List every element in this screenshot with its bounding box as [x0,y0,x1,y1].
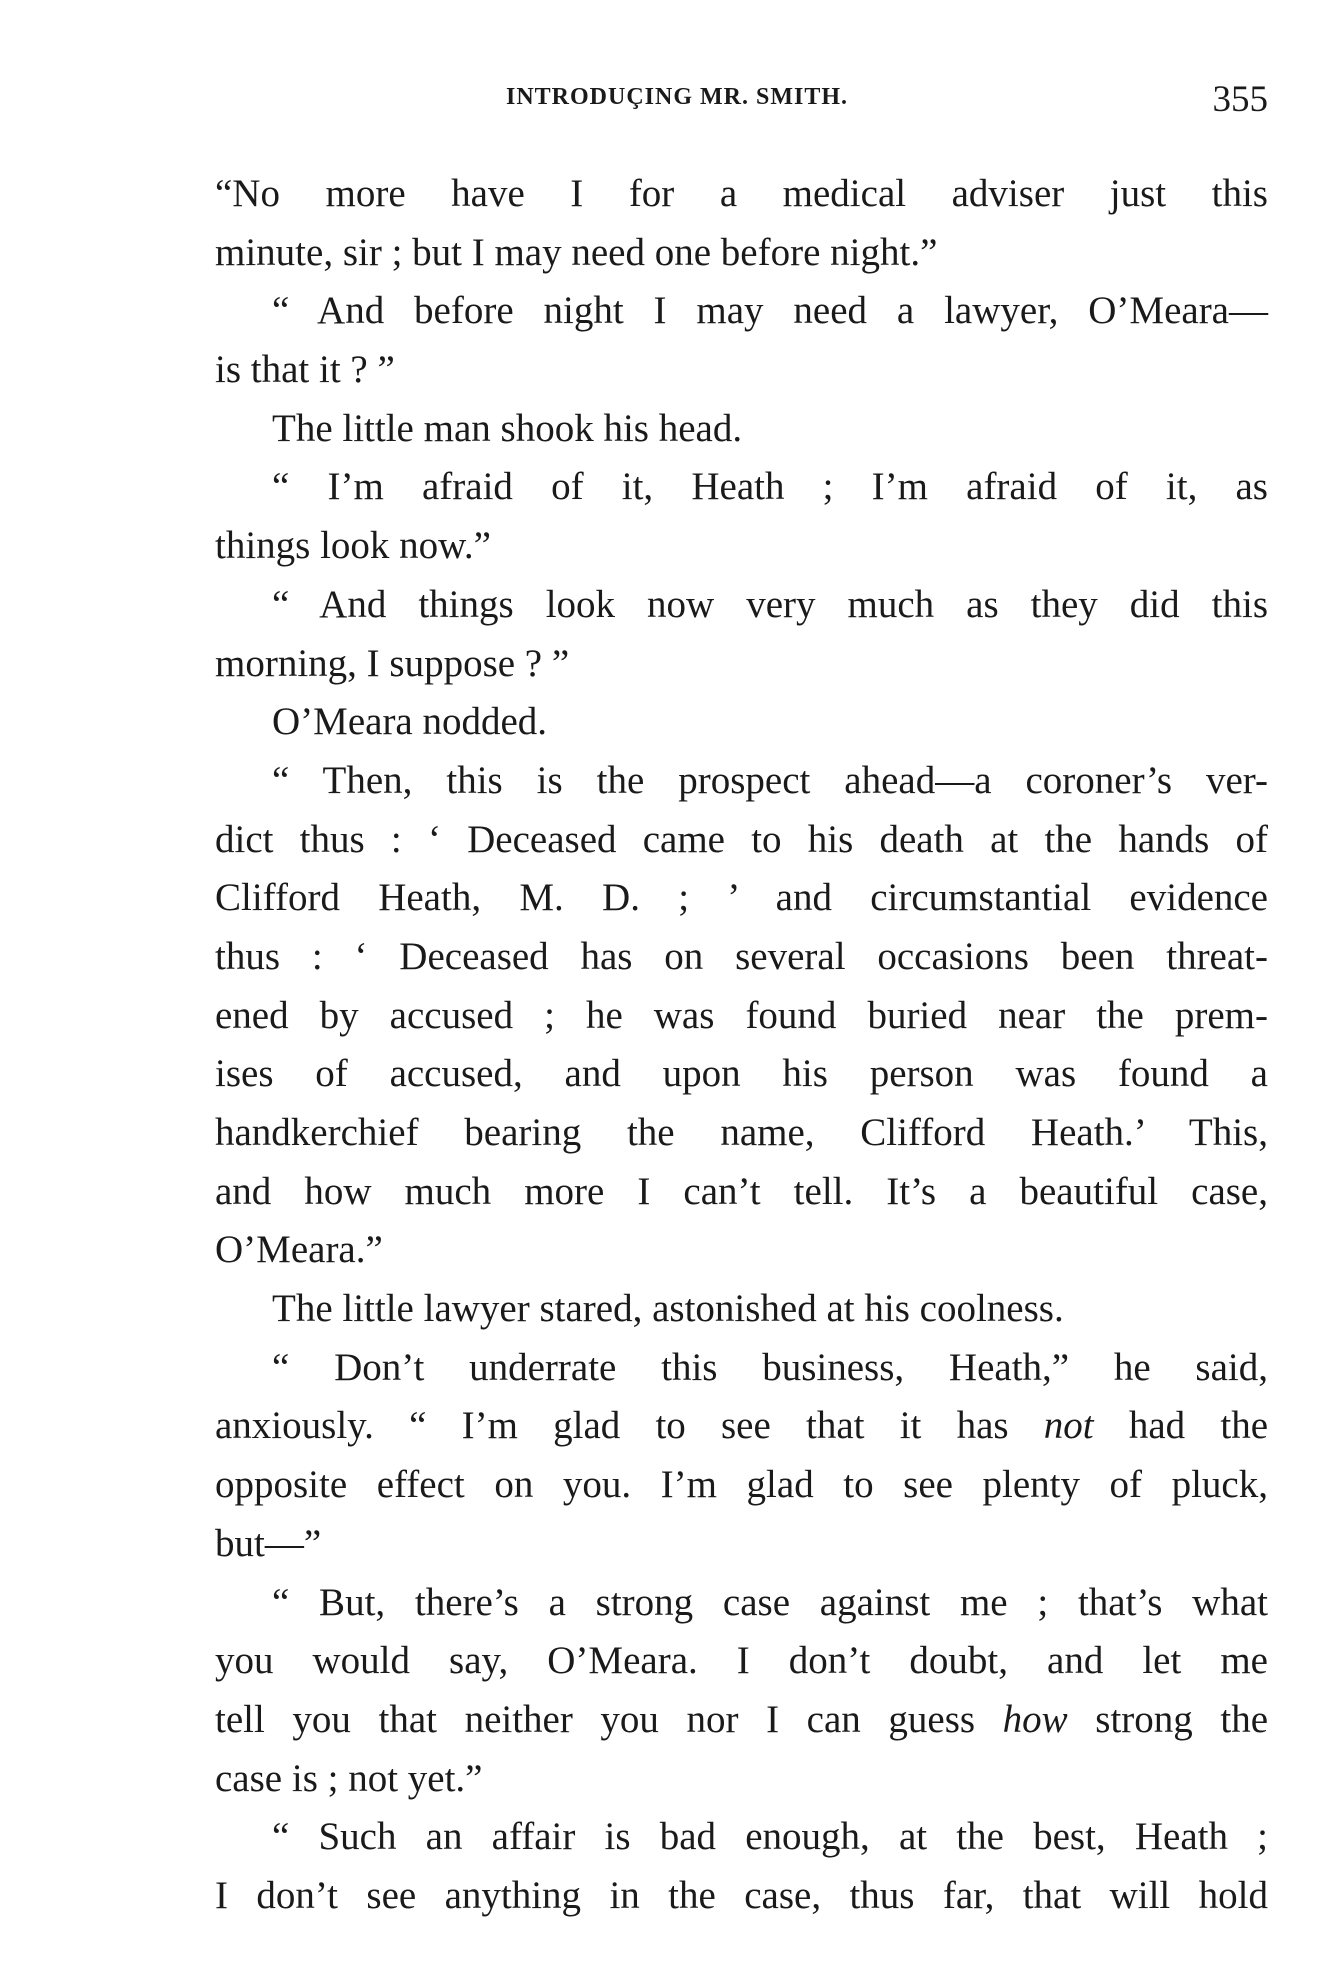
text-line-with-emphasis [215,1691,1268,1750]
text-line: is that it ? ” [215,348,395,392]
text-line: “ Don’t underrate this business, Heath,” he said, [272,1345,1268,1389]
text-line: “ And things look now very much as they did this [272,582,1268,626]
text-line: case is ; not yet.” [215,1756,483,1800]
text-line: morning, I suppose ? ” [215,641,570,685]
text-line: dict thus : ‘ Deceased came to his death at the hands of [215,817,1268,861]
text-line: The little lawyer stared, astonished at his coolness. [272,1287,1064,1331]
text-line: I don’t see anything in the case, thus far, that will hold [215,1873,1268,1917]
italic-word: not [1043,1404,1094,1448]
line-segment: tell you that neither you nor I can guess [215,1697,976,1741]
line-segment: strong the [1095,1697,1269,1741]
text-line: “ But, there’s a strong case against me ; that’s what [272,1580,1268,1624]
text-line: O’Meara nodded. [272,700,548,744]
text-line: “No more have I for a medical adviser just this [215,172,1268,215]
text-line: thus : ‘ Deceased has on several occasions been threat- [215,934,1268,978]
text-line: O’Meara.” [215,1228,383,1272]
running-head: INTRODUÇING MR. SMITH. [506,84,849,110]
text-line: minute, sir ; but I may need one before night.” [215,230,938,274]
text-line: handkerchief bearing the name, Clifford Heath.’ This, [215,1111,1268,1154]
text-line: ises of accused, and upon his person was found a [215,1052,1268,1096]
text-line: “ Such an affair is bad enough, at the best, Heath ; [272,1815,1268,1859]
text-line: “ Then, this is the prospect ahead—a coroner’s ver- [272,758,1268,802]
text-line: things look now.” [215,524,491,568]
text-line: Clifford Heath, M. D. ; ’ and circumstantial evidence [215,876,1268,920]
body-text [215,165,1268,1926]
line-segment: anxiously. “ I’m glad to see that it has [215,1404,1009,1448]
text-line: “ I’m afraid of it, Heath ; I’m afraid of it, as [272,465,1268,509]
text-line-with-emphasis [215,1397,1268,1456]
text-line: you would say, O’Meara. I don’t doubt, and let me [215,1639,1268,1683]
text-line: “ And before night I may need a lawyer, O’Meara— [272,289,1268,333]
line-segment: had the [1128,1404,1269,1448]
page-header [215,78,1268,130]
text-line: and how much more I can’t tell. It’s a beautiful case, [215,1169,1268,1213]
italic-word: how [1002,1697,1068,1741]
page-number: 355 [1212,79,1268,120]
text-line: opposite effect on you. I’m glad to see plenty of pluck, [215,1463,1268,1507]
text-line: but—” [215,1521,322,1565]
text-line: The little man shook his head. [272,406,743,450]
text-line: ened by accused ; he was found buried near the prem- [215,993,1268,1037]
